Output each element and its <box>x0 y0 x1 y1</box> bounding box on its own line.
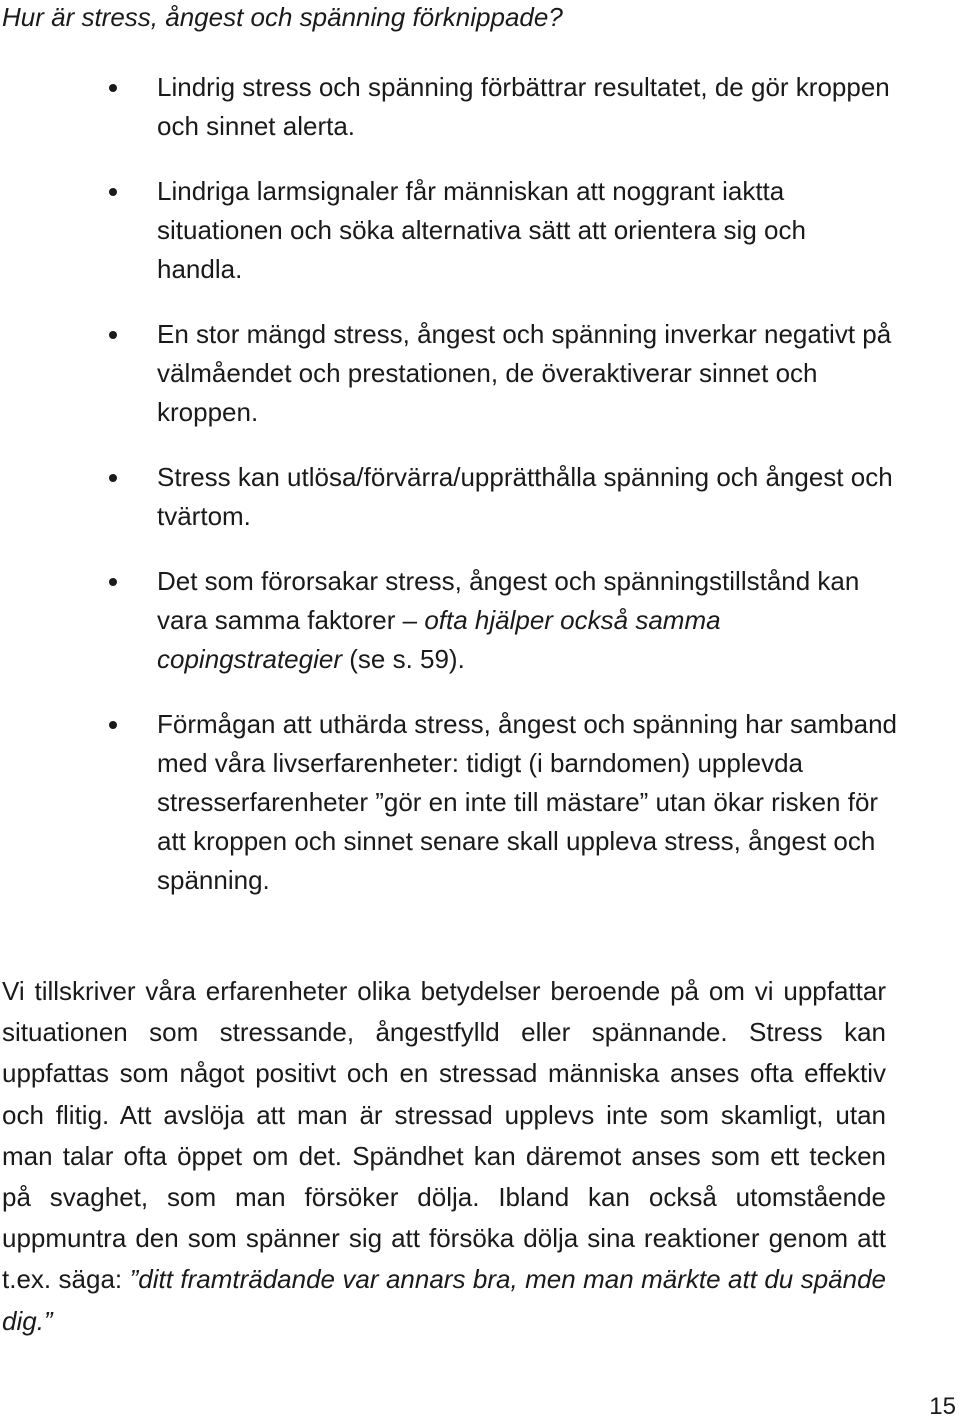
list-item-text: Förmågan att uthärda stress, ångest och spänning har samband med våra livserfarenheter: tidigt (i barndomen) upplevda stresserfarenheter ”gör en inte till mästare” utan ökar risken för att kroppen och sinnet senare skall uppleva stress, ångest och spänning. <box>157 709 897 895</box>
bullet-icon <box>109 84 117 92</box>
section-heading: Hur är stress, ångest och spänning förknippade? <box>2 2 563 32</box>
list-item-italic-text: ofta hjälper också samma copingstrategier <box>157 605 721 674</box>
paragraph-text: Vi tillskriver våra erfarenheter olika betydelser beroende på om vi uppfattar situationen som stressande, ångestfylld eller spännande. Stress kan uppfattas som något positivt och en stressad människa anses ofta effektiv och flitig. Att avslöja att man är stressad upplevs inte som skamligt, utan man talar ofta öppet om det. Spändhet kan däremot anses som ett tecken på svaghet, som man försöker dölja. Ibland kan också utomstående uppmuntra den som spänner sig att försöka dölja sina reaktioner genom att t.ex. säga: <box>2 976 886 1295</box>
list-item-text: Lindrig stress och spänning förbättrar resultatet, de gör kroppen och sinnet alerta. <box>157 72 890 141</box>
list-item-text-after: (se s. 59). <box>342 644 465 674</box>
page-number: 15 <box>929 1393 956 1420</box>
list-item-text: Lindriga larmsignaler får människan att noggrant iaktta situationen och söka alternativa sätt att orientera sig och handla. <box>157 176 806 284</box>
list-item <box>0 315 897 432</box>
list-item-text: Det som förorsakar stress, ångest och spänningstillstånd kan vara samma faktorer – <box>157 566 860 635</box>
body-paragraph <box>2 971 886 1342</box>
list-item <box>0 172 897 289</box>
bullet-icon <box>109 721 117 729</box>
list-item <box>0 68 897 146</box>
list-item-text: En stor mängd stress, ångest och spänning inverkar negativt på välmåendet och prestationen, de överaktiverar sinnet och kroppen. <box>157 319 892 427</box>
bullet-icon <box>109 578 117 586</box>
list-item-text: Stress kan utlösa/förvärra/upprätthålla spänning och ångest och tvärtom. <box>157 462 893 531</box>
list-item <box>0 705 897 900</box>
paragraph-quote: ”ditt framträdande var annars bra, men man märkte att du spände dig.” <box>2 1264 886 1336</box>
bullet-list <box>0 68 960 926</box>
list-item <box>0 458 897 536</box>
bullet-icon <box>109 188 117 196</box>
bullet-icon <box>109 331 117 339</box>
bullet-icon <box>109 474 117 482</box>
list-item <box>0 562 897 679</box>
